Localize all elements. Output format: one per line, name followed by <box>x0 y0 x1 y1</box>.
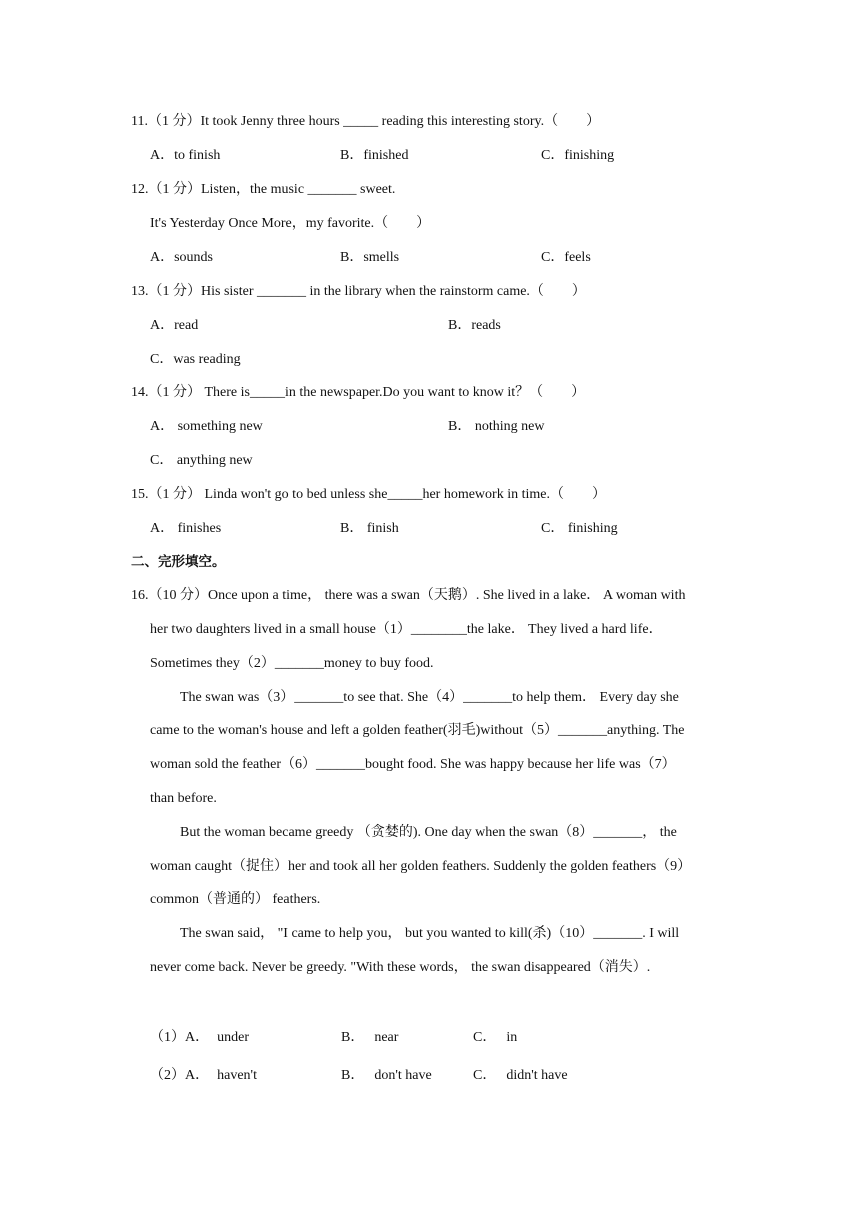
passage-line: common（普通的） feathers. <box>150 892 321 907</box>
q14-option-b[interactable]: B． nothing new <box>448 419 545 434</box>
q11-option-b[interactable]: B．finished <box>340 148 409 163</box>
q15-option-b[interactable]: B． finish <box>340 521 399 536</box>
passage-line: 16.（10 分）Once upon a time， there was a swan（天鹅）. She lived in a lake． A woman with <box>131 588 686 603</box>
q14-option-a[interactable]: A． something new <box>150 419 263 434</box>
q12-stem: 12.（1 分）Listen，the music _______ sweet. <box>131 182 396 197</box>
passage-line: than before. <box>150 791 217 806</box>
q14-option-c[interactable]: C． anything new <box>150 453 253 468</box>
q13-option-a[interactable]: A．read <box>150 318 199 333</box>
blank2-option-a[interactable] <box>150 1066 257 1086</box>
q13-stem: 13.（1 分）His sister _______ in the library when the rainstorm came.（ ） <box>131 284 586 299</box>
blank1-option-b[interactable] <box>341 1028 398 1048</box>
q15-stem: 15.（1 分） Linda won't go to bed unless she_____her homework in time.（ ） <box>131 487 606 502</box>
passage-line: woman sold the feather（6）_______bought food. She was happy because her life was（7） <box>150 757 676 772</box>
blank1-number: （1）A． <box>150 1030 210 1045</box>
blank2-number: （2）A． <box>150 1068 210 1083</box>
blank2-b-text: don't have <box>374 1068 432 1083</box>
blank2-option-b[interactable] <box>341 1066 432 1086</box>
passage-line: Sometimes they（2）_______money to buy food. <box>150 656 434 671</box>
q12-option-b[interactable]: B．smells <box>340 250 400 265</box>
blank2-option-c[interactable] <box>473 1066 568 1086</box>
q13-option-b[interactable]: B．reads <box>448 318 501 333</box>
passage-line: came to the woman's house and left a golden feather(羽毛)without（5）_______anything. The <box>150 723 685 738</box>
blank2-c-text: didn't have <box>506 1068 568 1083</box>
passage-line: her two daughters lived in a small house（1）________the lake． They lived a hard life． <box>150 622 663 637</box>
blank1-c-letter: C． <box>473 1030 497 1045</box>
q12-option-a[interactable]: A．sounds <box>150 250 214 265</box>
blank2-b-letter: B． <box>341 1068 365 1083</box>
q11-option-a[interactable]: A．to finish <box>150 148 221 163</box>
q14-stem: 14.（1 分） There is_____in the newspaper.Do you want to know it？（ ） <box>131 385 586 400</box>
passage-line: The swan was（3）_______to see that. She（4）_______to help them． Every day she <box>180 690 679 705</box>
blank1-option-a[interactable] <box>150 1028 249 1048</box>
q15-option-a[interactable]: A． finishes <box>150 521 222 536</box>
q13-option-c[interactable]: C．was reading <box>150 352 241 367</box>
section-heading: 二、完形填空。 <box>131 554 226 570</box>
passage-line: The swan said， "I came to help you， but you wanted to kill(杀)（10）_______. I will <box>180 926 680 941</box>
blank2-c-letter: C． <box>473 1068 497 1083</box>
q12-stem-2: It's Yesterday Once More，my favorite.（ ） <box>150 216 431 231</box>
blank1-b-letter: B． <box>341 1030 365 1045</box>
passage-line: But the woman became greedy （贪婪的). One day when the swan（8）_______， the <box>180 825 677 840</box>
q11-stem: 11.（1 分）It took Jenny three hours _____ reading this interesting story.（ ） <box>131 114 601 129</box>
q15-option-c[interactable]: C． finishing <box>541 521 618 536</box>
blank1-b-text: near <box>374 1030 399 1045</box>
passage-line: never come back. Never be greedy. "With these words， the swan disappeared（消失）. <box>150 960 651 975</box>
q11-option-c[interactable]: C．finishing <box>541 148 615 163</box>
q12-option-c[interactable]: C．feels <box>541 250 591 265</box>
blank1-option-c[interactable] <box>473 1028 517 1048</box>
blank2-a-text: haven't <box>217 1068 257 1083</box>
blank1-a-text: under <box>217 1030 250 1045</box>
blank1-c-text: in <box>506 1030 518 1045</box>
passage-line: woman caught（捉住）her and took all her golden feathers. Suddenly the golden feathers（9） <box>150 859 692 874</box>
